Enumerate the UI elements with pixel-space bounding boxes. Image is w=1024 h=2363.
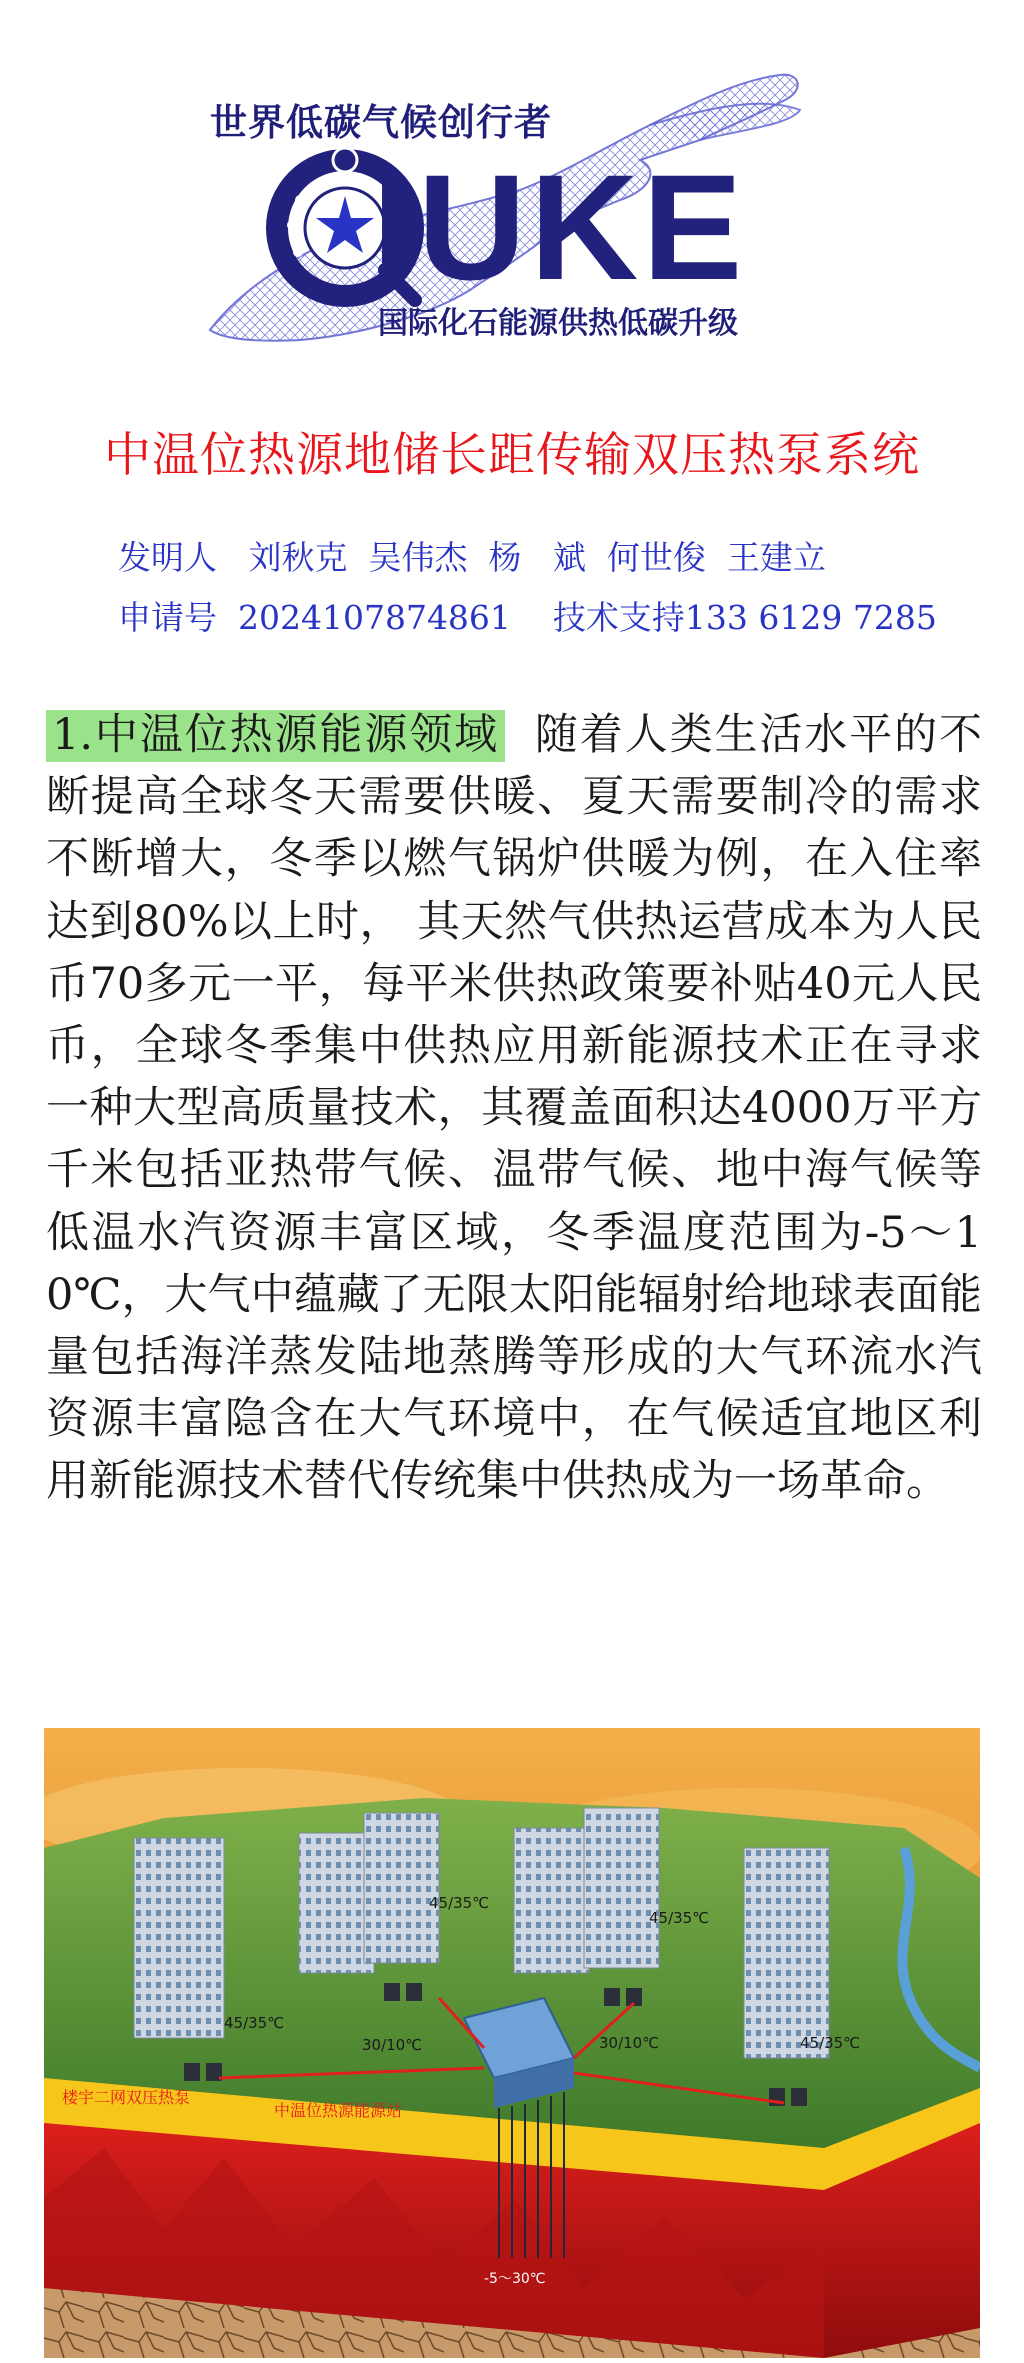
pipe-temp-right: 30/10℃ xyxy=(599,2034,660,2052)
pipe-temp-left: 30/10℃ xyxy=(362,2036,423,2054)
temp-label-1: 45/35℃ xyxy=(429,1894,490,1912)
system-diagram xyxy=(44,1728,980,2358)
brand-tagline: 国际化石能源供热低碳升级 xyxy=(378,306,738,341)
inventors-line: 发明人 刘秋克 吴伟杰 杨 斌 何世俊 王建立 xyxy=(118,538,826,577)
temp-label-3: 45/35℃ xyxy=(224,2014,285,2032)
brand-logo xyxy=(0,0,1024,360)
ground-temp-label: -5～30℃ xyxy=(484,2271,546,2287)
section-body xyxy=(46,704,982,1513)
brand-name: IUKE xyxy=(372,143,747,311)
heat-pump-label: 楼宇二网双压热泵 xyxy=(62,2088,191,2107)
slogan: 世界低碳气候创行者 xyxy=(210,101,552,144)
section-heading: 1.中温位热源能源领域 xyxy=(46,710,505,762)
section-paragraph: 随着人类生活水平的不断提高全球冬天需要供暖、夏天需要制冷的需求不断增大，冬季以燃气锅炉供暖为例，在入住率达到80%以上时， 其天然气供热运营成本为人民币70多元一平，每平米供热政策要补贴40元人民币，全球冬季集中供热应用新能源技术正在寻求一种大型高质量技术，其覆盖面积达4000万平方千米包括亚热带气候、温带气候、地中海气候等低温水汽资源丰富区域，冬季温度范围为-5～10℃，大气中蕴藏了无限太阳能辐射给地球表面能量包括海洋蒸发陆地蒸腾等形成的大气环流水汽资源丰富隐含在大气环境中，在气候适宜地区利用新能源技术替代传统集中供热成为一场革命。 xyxy=(46,710,982,1507)
temp-label-4: 45/35℃ xyxy=(800,2034,861,2052)
system-illustration xyxy=(44,1728,980,2358)
temp-label-2: 45/35℃ xyxy=(649,1909,710,1927)
application-line: 申请号 2024107874861 技术支持133 6129 7285 xyxy=(118,598,937,637)
energy-station-label: 中温位热源能源站 xyxy=(274,2101,403,2120)
document-title: 中温位热源地储长距传输双压热泵系统 xyxy=(104,428,920,483)
